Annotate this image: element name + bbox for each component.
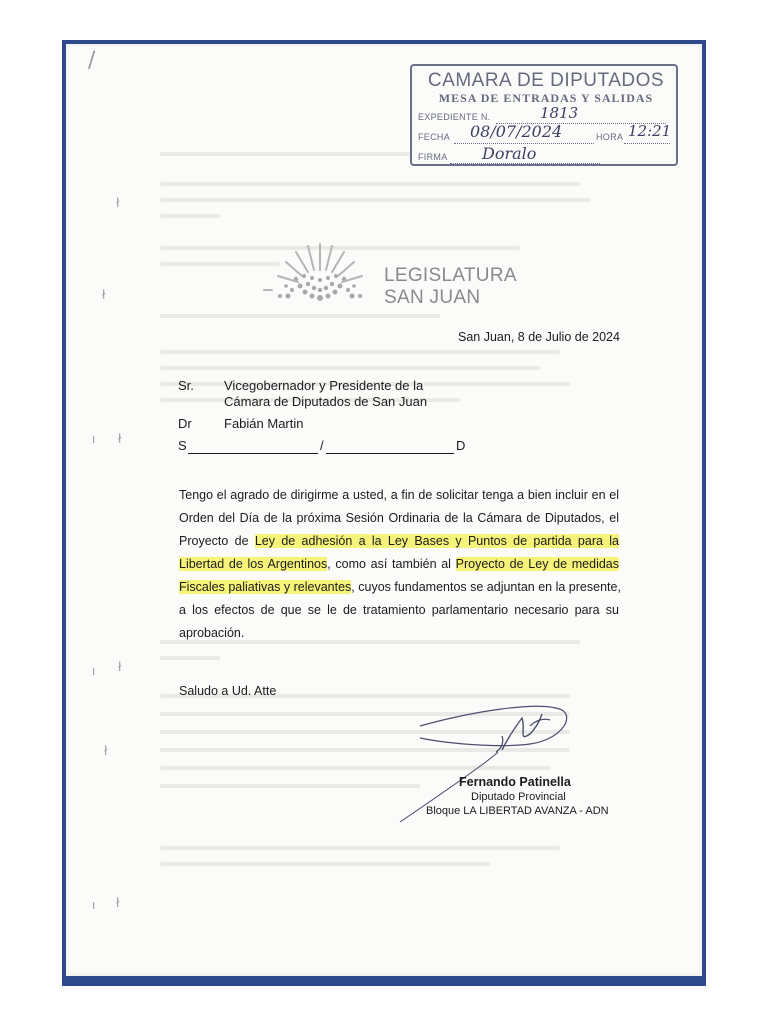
signatory-role: Diputado Provincial xyxy=(471,791,566,803)
body-line-5-text: , cuyos fundamentos se adjuntan en la presente, xyxy=(351,580,621,594)
body-line-7: aprobación. xyxy=(179,626,245,640)
legislatura-logo-icon xyxy=(262,238,378,306)
stamp-firma-value: Doralo xyxy=(482,144,537,163)
body-line-3-text: Proyecto de xyxy=(179,534,255,548)
addressee-sr-label: Sr. xyxy=(178,378,194,393)
stamp-subtitle: MESA DE ENTRADAS Y SALIDAS xyxy=(438,91,654,105)
body-line-6: a los efectos de que se le de tratamiento parlamentario necesario para su xyxy=(179,603,619,617)
stamp-hora-value: 12:21 xyxy=(628,122,672,140)
stamp-hora-line xyxy=(624,142,670,144)
reception-stamp xyxy=(410,64,678,166)
stamp-hora-label: HORA xyxy=(596,132,624,142)
signatory-bloc: Bloque LA LIBERTAD AVANZA - ADN xyxy=(426,805,609,817)
body-line-5 xyxy=(179,580,619,594)
highlight-ley-adhesion: Ley de adhesión a la Ley Bases y Puntos de partida para la xyxy=(254,534,619,548)
stamp-firma-label: FIRMA xyxy=(418,152,448,162)
stamp-fecha-label: FECHA xyxy=(418,132,451,142)
body-line-1: Tengo el agrado de dirigirme a usted, a fin de solicitar tenga a bien incluir en el xyxy=(179,488,619,502)
addressee-blank-line-2 xyxy=(326,453,454,454)
body-line-4 xyxy=(179,557,619,571)
addressee-s-label: S xyxy=(178,438,187,453)
signatory-name: Fernando Patinella xyxy=(459,775,571,789)
stamp-title: CAMARA DE DIPUTADOS xyxy=(427,70,665,91)
addressee-name: Fabián Martin xyxy=(224,416,304,431)
logo-line-2: SAN JUAN xyxy=(384,287,481,308)
highlight-proyecto-medidas: Proyecto de Ley de medidas xyxy=(455,557,619,571)
addressee-title-line-1: Vicegobernador y Presidente de la xyxy=(224,378,424,393)
addressee-slash: / xyxy=(320,438,324,453)
stamp-expediente-label: EXPEDIENTE N. xyxy=(418,112,491,122)
addressee-d-label: D xyxy=(456,438,466,453)
addressee-dr-label: Dr xyxy=(178,416,192,431)
body-line-2: Orden del Día de la próxima Sesión Ordinaria de la Cámara de Diputados, el xyxy=(179,511,619,525)
highlight-fiscales-paliativas: Fiscales paliativas y relevantes xyxy=(179,580,352,594)
document-date: San Juan, 8 de Julio de 2024 xyxy=(458,330,620,344)
addressee-title-line-2: Cámara de Diputados de San Juan xyxy=(224,394,428,409)
logo-line-1: LEGISLATURA xyxy=(384,265,517,286)
body-line-3 xyxy=(179,534,619,548)
stamp-fecha-value: 08/07/2024 xyxy=(470,122,563,141)
addressee-blank-line-1 xyxy=(188,453,318,454)
stamp-expediente-value: 1813 xyxy=(540,104,579,122)
body-line-4-text: , como así también al xyxy=(327,557,456,571)
highlight-libertad-argentinos: Libertad de los Argentinos xyxy=(179,557,328,571)
closing-greeting: Saludo a Ud. Atte xyxy=(179,684,277,698)
